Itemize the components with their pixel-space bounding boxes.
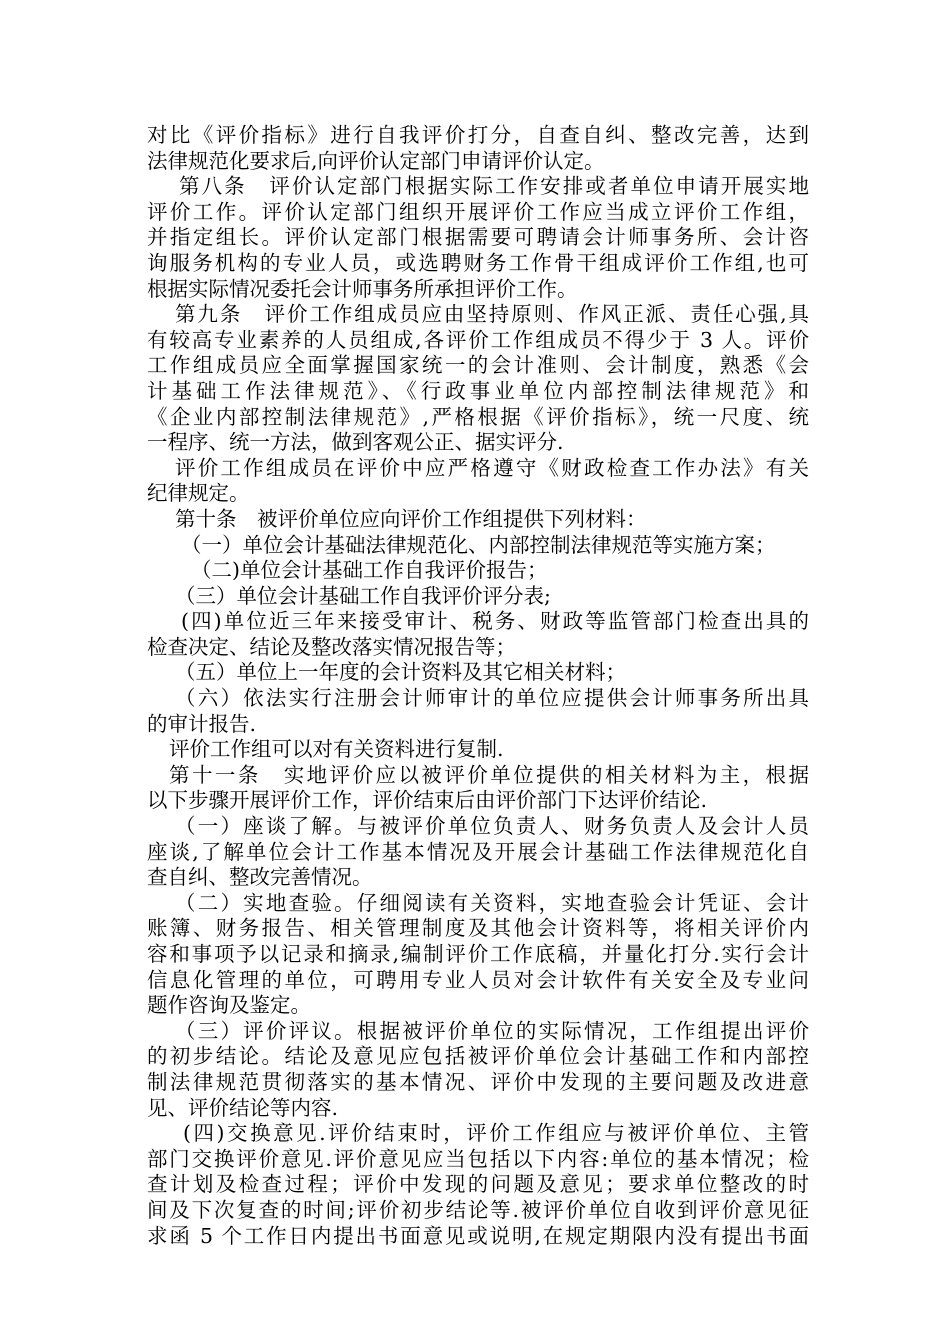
text-line: 询服务机构的专业人员，或选聘财务工作骨干组成评价工作组,也可 [147,250,809,275]
text-line: (四)交换意见.评价结束时，评价工作组应与被评价单位、主管 [183,1121,809,1146]
text-line: 第十条 被评价单位应向评价工作组提供下列材料： [175,506,647,531]
text-line: 以下步骤开展评价工作，评价结束后由评价部门下达评价结论. [147,788,708,813]
text-line: 第十一条 实地评价应以被评价单位提供的相关材料为主，根据 [169,762,809,787]
text-line: 根据实际情况委托会计师事务所承担评价工作。 [147,276,578,301]
text-line: （三）评价评议。根据被评价单位的实际情况，工作组提出评价 [175,1018,809,1043]
text-line: 信息化管理的单位，可聘用专业人员对会计软件有关安全及专业问 [147,967,809,992]
text-line: 第九条 评价工作组成员应由坚持原则、作风正派、责任心强,具 [175,302,809,327]
text-line: 工作组成员应全面掌握国家统一的会计准则、会计制度，熟悉《会 [147,353,809,378]
text-line: 《企业内部控制法律规范》,严格根据《评价指标》，统一尺度、统 [147,404,809,429]
text-line: 纪律规定。 [147,481,250,506]
text-line: 的审计报告. [147,711,257,736]
text-line: 账簿、财务报告、相关管理制度及其他会计资料等，将相关评价内 [147,916,809,941]
text-line: 容和事项予以记录和摘录,编制评价工作底稿，并量化打分.实行会计 [147,942,809,966]
text-line: （一）座谈了解。与被评价单位负责人、财务负责人及会计人员 [175,814,809,839]
text-line: 评价工作组可以对有关资料进行复制. [169,737,504,762]
text-line: 计基础工作法律规范》、《行政事业单位内部控制法律规范》和 [147,378,809,403]
text-line: 评价工作。评价认定部门组织开展评价工作应当成立评价工作组， [147,199,809,224]
text-line: 见、评价结论等内容. [147,1095,339,1120]
text-line: （二）实地查验。仔细阅读有关资料，实地查验会计凭证、会计 [175,890,809,915]
text-line: 有较高专业素养的人员组成,各评价工作组成员不得少于 3 人。评价 [147,327,809,352]
text-line: （一）单位会计基础法律规范化、内部控制法律规范等实施方案； [181,532,776,557]
text-line: （六）依法实行注册会计师审计的单位应提供会计师事务所出具 [175,686,809,711]
text-line: 并指定组长。评价认定部门根据需要可聘请会计师事务所、会计咨 [147,225,809,250]
text-line: 对比《评价指标》进行自我评价打分，自查自纠、整改完善，达到 [147,123,809,147]
text-line: 查计划及检查过程；评价中发现的问题及意见；要求单位整改的时 [147,1172,809,1197]
text-line: 求函 5 个工作日内提出书面意见或说明,在规定期限内没有提出书面 [147,1223,809,1248]
text-line: 题作咨询及鉴定。 [147,993,311,1018]
text-line: 第八条 评价认定部门根据实际工作安排或者单位申请开展实地 [179,174,809,199]
text-line: 间及下次复查的时间;评价初步结论等.被评价单位自收到评价意见征 [147,1197,809,1222]
text-line: （五）单位上一年度的会计资料及其它相关材料； [175,660,626,685]
document-page [147,123,809,1249]
text-line: 座谈,了解单位会计工作基本情况及开展会计基础工作法律规范化自 [147,839,809,864]
text-line: 制法律规范贯彻落实的基本情况、评价中发现的主要问题及改进意 [147,1069,809,1094]
text-line: 部门交换评价意见.评价意见应当包括以下内容:单位的基本情况；检 [147,1146,809,1171]
text-line: 检查决定、结论及整改落实情况报告等； [147,634,516,659]
text-line: 评价工作组成员在评价中应严格遵守《财政检查工作办法》有关 [175,455,809,480]
text-line: 法律规范化要求后,向评价认定部门申请评价认定。 [147,148,605,173]
text-line: 一程序、统一方法，做到客观公正、据实评分. [147,430,564,455]
text-line: （三）单位会计基础工作自我评价评分表; [175,583,551,608]
text-line: （二)单位会计基础工作自我评价报告； [191,558,548,583]
text-line: 的初步结论。结论及意见应包括被评价单位会计基础工作和内部控 [147,1044,809,1069]
text-line: 查自纠、整改完善情况。 [147,865,373,890]
text-line: (四)单位近三年来接受审计、税务、财政等监管部门检查出具的 [181,609,809,634]
